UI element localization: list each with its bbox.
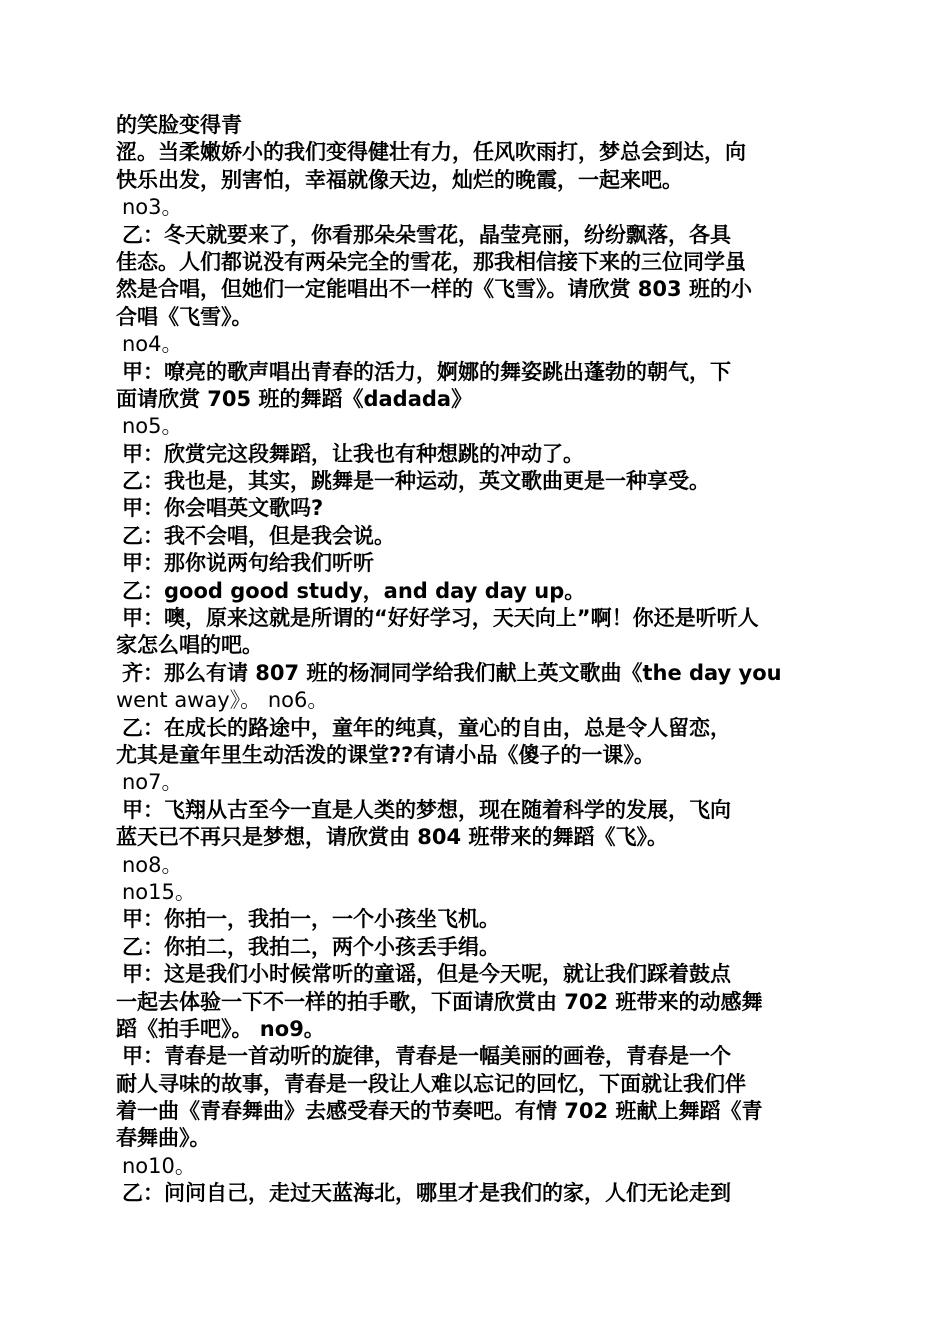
document-body bbox=[116, 112, 838, 1208]
text-line: 春舞曲》。 bbox=[116, 1126, 211, 1151]
text-line: 甲：噢，原来这就是所谓的“好好学习，天天向上”啊！你还是听听人 bbox=[122, 606, 759, 631]
text-line: 面请欣赏 705 班的舞蹈《dadada》 bbox=[116, 386, 473, 411]
text-line: 甲：你拍一，我拍一，一个小孩坐飞机。 bbox=[122, 907, 500, 932]
text-line: 然是合唱，但她们一定能唱出不一样的《飞雪》。请欣赏 803 班的小 bbox=[116, 277, 752, 302]
text-line: no15。 bbox=[122, 879, 196, 904]
text-line: 一起去体验一下不一样的拍手歌，下面请欣赏由 702 班带来的动感舞 bbox=[116, 989, 763, 1014]
text-line: 齐：那么有请 807 班的杨洞同学给我们献上英文歌曲《the day you bbox=[122, 660, 782, 685]
text-line: 快乐出发，别害怕，幸福就像天边，灿烂的晚霞，一起来吧。 bbox=[116, 167, 683, 192]
text-line: 耐人寻味的故事，青春是一段让人难以忘记的回忆，下面就让我们伴 bbox=[116, 1071, 746, 1096]
text-line: 蓝天已不再只是梦想，请欣赏由 804 班带来的舞蹈《飞》。 bbox=[116, 825, 668, 850]
text-line: 蹈《拍手吧》。 no9。 bbox=[116, 1016, 325, 1041]
text-line: 尤其是童年里生动活泼的课堂??有请小品《傻子的一课》。 bbox=[116, 742, 655, 767]
text-line: 甲：欣赏完这段舞蹈，让我也有种想跳的冲动了。 bbox=[122, 441, 584, 466]
text-line: 佳态。人们都说没有两朵完全的雪花，那我相信接下来的三位同学虽 bbox=[116, 249, 746, 274]
text-line: 甲：青春是一首动听的旋律，青春是一幅美丽的画卷，青春是一个 bbox=[122, 1044, 731, 1069]
text-line: 乙：冬天就要来了，你看那朵朵雪花，晶莹亮丽，纷纷飘落，各具 bbox=[122, 222, 731, 247]
text-line: 乙：你拍二，我拍二，两个小孩丢手绢。 bbox=[122, 934, 500, 959]
text-line: 乙：good good study，and day day up。 bbox=[122, 578, 586, 603]
text-line: 着一曲《青春舞曲》去感受春天的节奏吧。有情 702 班献上舞蹈《青 bbox=[116, 1099, 763, 1124]
text-line: no7。 bbox=[122, 770, 183, 795]
text-line: 甲：这是我们小时候常听的童谣，但是今天呢，就让我们踩着鼓点 bbox=[122, 962, 731, 987]
text-line: 涩。当柔嫩娇小的我们变得健壮有力，任风吹雨打，梦总会到达，向 bbox=[116, 140, 746, 165]
text-line: 乙：在成长的路途中，童年的纯真，童心的自由，总是令人留恋， bbox=[122, 715, 731, 740]
text-line: 甲：那你说两句给我们听听 bbox=[122, 551, 374, 576]
text-line: 甲：你会唱英文歌吗? bbox=[122, 496, 324, 521]
text-line: 乙：问问自己，走过天蓝海北，哪里才是我们的家，人们无论走到 bbox=[122, 1181, 731, 1206]
text-line: 合唱《飞雪》。 bbox=[116, 304, 253, 329]
text-line: 家怎么唱的吧。 bbox=[116, 633, 263, 658]
text-line: no10。 bbox=[122, 1153, 196, 1178]
text-line: 乙：我也是，其实，跳舞是一种运动，英文歌曲更是一种享受。 bbox=[122, 469, 710, 494]
text-line: no8。 bbox=[122, 852, 183, 877]
text-line: no3。 bbox=[122, 195, 183, 220]
text-line: 甲：飞翔从古至今一直是人类的梦想，现在随着科学的发展，飞向 bbox=[122, 797, 731, 822]
text-line: no4。 bbox=[122, 332, 183, 357]
text-line: no5。 bbox=[122, 414, 183, 439]
text-line: 甲：嘹亮的歌声唱出青春的活力，婀娜的舞姿跳出蓬勃的朝气，下 bbox=[122, 359, 731, 384]
text-line: 乙：我不会唱，但是我会说。 bbox=[122, 523, 395, 548]
text-line: went away》。 no6。 bbox=[116, 688, 329, 713]
text-line: 的笑脸变得青 bbox=[116, 113, 242, 137]
